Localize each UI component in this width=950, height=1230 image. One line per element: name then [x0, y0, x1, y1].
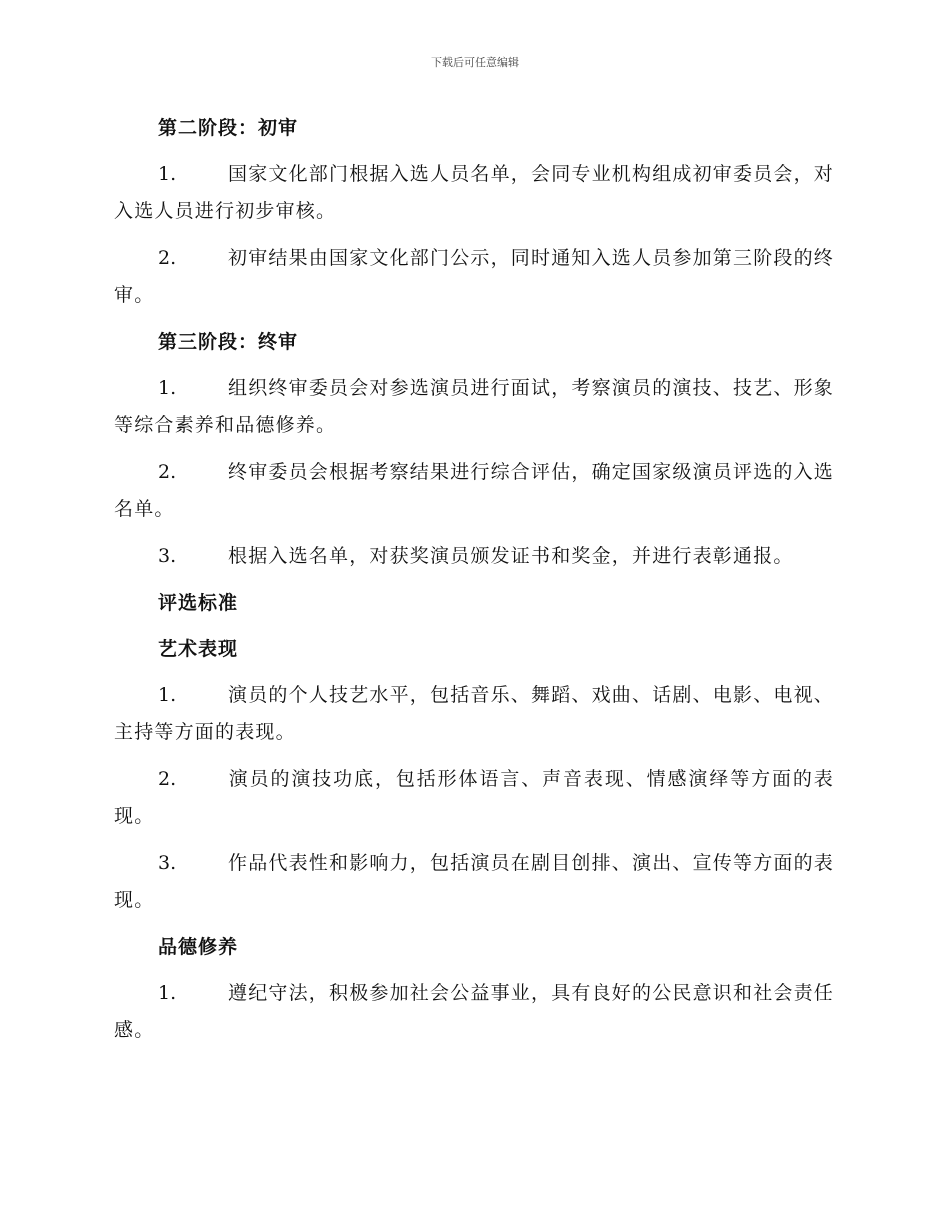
- list-number: 1.: [158, 163, 177, 185]
- list-item: [114, 156, 834, 230]
- section-heading: 第二阶段：初审: [158, 117, 299, 139]
- list-number: 1.: [158, 684, 177, 706]
- list-item-text: 初审结果由国家文化部门公示，同时通知入选人员参加第三阶段的终审。: [114, 247, 835, 306]
- list-item: [114, 761, 834, 835]
- list-item: [114, 975, 834, 1049]
- subsection-heading: 品德修养: [158, 936, 239, 958]
- list-number: 1.: [158, 982, 177, 1004]
- list-number: 2.: [158, 247, 177, 269]
- subsection-heading: 艺术表现: [158, 638, 239, 660]
- list-item: [114, 454, 834, 528]
- list-number: 1.: [158, 377, 177, 399]
- page-header: 下载后可任意编辑: [431, 56, 519, 69]
- list-item-text: 终审委员会根据考察结果进行综合评估，确定国家级演员评选的入选名单。: [114, 461, 835, 520]
- list-item-text: 演员的演技功底，包括形体语言、声音表现、情感演绎等方面的表现。: [114, 768, 834, 827]
- list-item-text: 根据入选名单，对获奖演员颁发证书和奖金，并进行表彰通报。: [228, 545, 794, 567]
- list-item-text: 遵纪守法，积极参加社会公益事业，具有良好的公民意识和社会责任感。: [114, 982, 835, 1041]
- section-heading: 评选标准: [158, 592, 239, 614]
- list-item: [114, 677, 834, 751]
- list-item: [114, 538, 834, 575]
- list-number: 3.: [158, 852, 177, 874]
- list-number: 2.: [158, 768, 177, 790]
- list-number: 3.: [158, 545, 177, 567]
- list-item: [114, 240, 834, 314]
- list-item: [114, 845, 834, 919]
- list-number: 2.: [158, 461, 177, 483]
- section-heading: 第三阶段：终审: [158, 331, 299, 353]
- list-item: [114, 370, 834, 444]
- list-item-text: 演员的个人技艺水平，包括音乐、舞蹈、戏曲、话剧、电影、电视、主持等方面的表现。: [114, 684, 835, 743]
- list-item-text: 组织终审委员会对参选演员进行面试，考察演员的演技、技艺、形象等综合素养和品德修养。: [114, 377, 835, 436]
- list-item-text: 国家文化部门根据入选人员名单，会同专业机构组成初审委员会，对入选人员进行初步审核。: [114, 163, 835, 222]
- document-body: [114, 110, 834, 1059]
- list-item-text: 作品代表性和影响力，包括演员在剧目创排、演出、宣传等方面的表现。: [114, 852, 835, 911]
